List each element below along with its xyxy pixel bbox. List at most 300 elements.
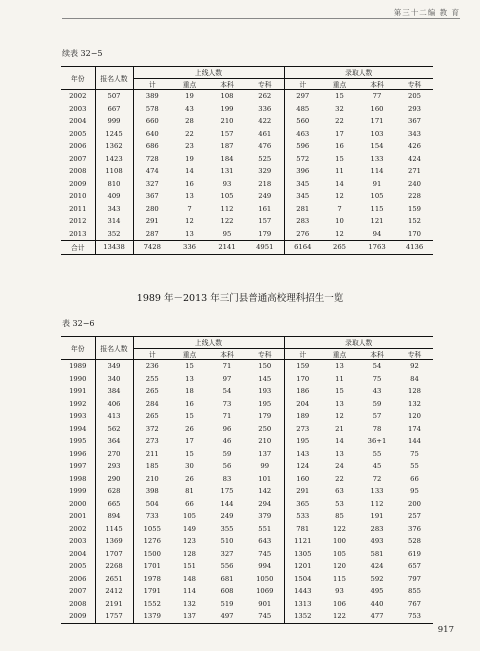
table-cell: 406	[95, 398, 133, 411]
table-cell: 1791	[133, 585, 171, 598]
table-cell: 144	[408, 437, 421, 446]
table-cell: 143	[284, 448, 321, 461]
table-cell: 54	[222, 387, 232, 396]
table-cell: 150	[258, 362, 272, 371]
table-cell: 26	[185, 424, 194, 433]
table-cell: 461	[258, 129, 272, 138]
table-cell: 1121	[284, 535, 321, 548]
table-cell: 23	[185, 142, 194, 151]
table-row	[61, 473, 433, 486]
table-cell: 72	[372, 474, 382, 483]
table-cell: 2010	[69, 192, 87, 201]
table-cell: 519	[220, 599, 234, 608]
table-cell: 10	[335, 217, 344, 226]
table-cell: 810	[95, 178, 133, 191]
table-cell: 1352	[284, 610, 321, 623]
table-cell: 15	[185, 412, 194, 421]
table-cell: 189	[284, 410, 321, 423]
table-cell: 1757	[95, 610, 133, 623]
col-admitted-key: 重点	[171, 348, 208, 360]
table-cell: 133	[370, 154, 384, 163]
table-cell: 643	[258, 537, 272, 546]
table-cell: 745	[258, 549, 272, 558]
table-cell: 686	[133, 140, 171, 153]
table-cell: 55	[410, 462, 419, 471]
table-row	[61, 115, 433, 128]
table-cell: 1423	[95, 153, 133, 166]
table-cell: 2002	[69, 92, 87, 101]
table-row	[61, 460, 433, 473]
table-cell: 1993	[69, 412, 87, 421]
table-cell: 901	[258, 599, 272, 608]
table-cell: 1069	[256, 587, 274, 596]
table-cell: 137	[171, 610, 208, 623]
table-cell: 114	[370, 167, 384, 176]
table-cell: 179	[258, 229, 272, 238]
table2-title: 1989 年－2013 年三门县普通高校理科招生一览	[136, 293, 344, 304]
table-cell: 422	[258, 117, 272, 126]
col-admitted-total: 计	[133, 78, 171, 90]
table-cell: 257	[408, 512, 421, 521]
table-cell: 660	[133, 115, 171, 128]
table-cell: 121	[370, 217, 384, 226]
table-cell: 2004	[69, 549, 87, 558]
table-cell: 101	[258, 474, 272, 483]
table-cell: 2000	[69, 499, 87, 508]
table-row	[61, 448, 433, 461]
table-cell: 271	[408, 167, 421, 176]
table-cell: 283	[284, 215, 321, 228]
table-cell: 291	[133, 215, 171, 228]
table-cell: 340	[95, 373, 133, 386]
table-cell: 1276	[133, 535, 171, 548]
table-cell: 95	[222, 229, 232, 238]
table-cell: 327	[220, 549, 234, 558]
table-cell: 19	[185, 154, 194, 163]
table-cell: 2006	[69, 142, 87, 151]
col-enrolled-bachelor: 本科	[358, 348, 396, 360]
table-cell: 57	[372, 412, 382, 421]
table-cell: 1992	[69, 399, 87, 408]
col-enrolled-total: 计	[284, 78, 321, 90]
table-cell: 174	[408, 424, 421, 433]
table-cell: 148	[183, 574, 196, 583]
table-cell: 17	[335, 129, 344, 138]
table-cell: 53	[335, 499, 344, 508]
table-cell: 556	[220, 562, 234, 571]
table-cell: 13	[335, 449, 344, 458]
table-cell: 365	[284, 498, 321, 511]
table-cell: 94	[372, 229, 382, 238]
table-row	[61, 498, 433, 511]
table-cell: 1050	[256, 574, 274, 583]
table-cell: 1995	[69, 437, 87, 446]
table-cell: 276	[284, 228, 321, 241]
table-cell: 152	[408, 217, 421, 226]
table-cell: 398	[133, 485, 171, 498]
table-cell: 145	[258, 374, 272, 383]
table-cell: 195	[258, 399, 272, 408]
table-cell: 193	[258, 387, 272, 396]
table-cell: 510	[220, 537, 234, 546]
table-cell: 336	[258, 104, 272, 113]
table-cell: 349	[95, 360, 133, 373]
table-cell: 12	[335, 229, 344, 238]
table-cell: 1313	[284, 598, 321, 611]
table-row	[61, 585, 433, 598]
table-cell: 389	[133, 90, 171, 103]
table-cell: 562	[95, 423, 133, 436]
table-cell: 112	[370, 499, 384, 508]
table-cell: 596	[284, 140, 321, 153]
table-cell: 78	[372, 424, 382, 433]
table-cell: 1999	[69, 487, 87, 496]
table-cell: 13	[185, 374, 194, 383]
header-rule	[62, 18, 460, 19]
table-cell: 32	[335, 104, 344, 113]
table-cell: 157	[220, 129, 234, 138]
table-cell: 440	[370, 599, 384, 608]
table-cell: 1707	[95, 548, 133, 561]
table-cell: 413	[95, 410, 133, 423]
table-cell: 236	[133, 360, 171, 373]
table-cell: 560	[284, 115, 321, 128]
table-cell: 210	[220, 117, 234, 126]
table-cell: 1552	[133, 598, 171, 611]
table-cell: 12	[335, 192, 344, 201]
table-cell: 30	[185, 462, 194, 471]
table-cell: 12	[335, 412, 344, 421]
table-cell: 142	[258, 487, 272, 496]
col-group-enrolled: 录取人数	[284, 67, 433, 79]
table-cell: 1379	[133, 610, 171, 623]
table-cell: 681	[220, 574, 234, 583]
table-cell: 1245	[95, 128, 133, 141]
table-cell: 2006	[69, 574, 87, 583]
table-row	[61, 360, 433, 373]
table-cell: 283	[370, 524, 384, 533]
col-group-admitted: 上线人数	[133, 337, 284, 349]
table-cell: 137	[258, 449, 272, 458]
table-cell: 2191	[95, 598, 133, 611]
table-cell: 159	[408, 204, 421, 213]
table-cell: 24	[335, 462, 344, 471]
table-row	[61, 598, 433, 611]
table-cell: 294	[258, 499, 272, 508]
table-cell: 210	[133, 473, 171, 486]
table-cell: 128	[408, 387, 421, 396]
table-cell: 1763	[358, 241, 396, 255]
table2-caption: 表 32−6	[62, 319, 95, 328]
table-cell: 120	[333, 562, 346, 571]
table-cell: 131	[220, 167, 234, 176]
table-cell: 525	[258, 154, 272, 163]
col-admitted-bachelor: 本科	[208, 78, 246, 90]
table-cell: 175	[220, 487, 234, 496]
table-row	[61, 548, 433, 561]
col-group-enrolled: 录取人数	[284, 337, 433, 349]
table-cell: 13	[335, 362, 344, 371]
table-cell: 2412	[95, 585, 133, 598]
table-cell: 93	[335, 587, 344, 596]
table-cell: 14	[335, 179, 344, 188]
col-applicants: 报名人数	[95, 67, 133, 90]
table-cell: 128	[183, 549, 196, 558]
table-cell: 85	[335, 512, 344, 521]
table-row	[61, 165, 433, 178]
table-cell: 170	[284, 373, 321, 386]
table-cell: 424	[370, 562, 384, 571]
table-row	[61, 523, 433, 536]
table-cell: 1500	[133, 548, 171, 561]
table-cell: 16	[185, 399, 194, 408]
table-cell: 63	[335, 487, 344, 496]
table-cell: 657	[408, 562, 421, 571]
table-cell: 115	[370, 204, 384, 213]
table-cell: 1504	[284, 573, 321, 586]
table-cell: 999	[95, 115, 133, 128]
table-cell: 1369	[95, 535, 133, 548]
table-cell: 73	[222, 399, 232, 408]
science-admission-table	[61, 336, 433, 624]
table-cell: 507	[95, 90, 133, 103]
table-cell: 161	[258, 204, 272, 213]
table-cell: 103	[370, 129, 384, 138]
col-admitted-junior: 专科	[246, 78, 284, 90]
table-cell: 12	[185, 217, 194, 226]
table-cell: 293	[408, 104, 421, 113]
table-cell: 2003	[69, 537, 87, 546]
table-cell: 43	[185, 104, 194, 113]
table-cell: 71	[222, 362, 232, 371]
table-cell: 665	[95, 498, 133, 511]
table-cell: 18	[185, 387, 194, 396]
table-cell: 15	[335, 154, 344, 163]
table-cell: 733	[133, 510, 171, 523]
table-cell: 54	[372, 362, 382, 371]
table-cell: 855	[408, 587, 421, 596]
table-row	[61, 573, 433, 586]
table-row	[61, 423, 433, 436]
table-cell: 336	[171, 241, 208, 255]
table-cell: 124	[284, 460, 321, 473]
table-row	[61, 435, 433, 448]
table-cell: 4951	[246, 241, 284, 255]
table-cell: 105	[333, 549, 346, 558]
table-cell: 2008	[69, 599, 87, 608]
table-cell: 1978	[133, 573, 171, 586]
table-cell: 619	[408, 549, 421, 558]
table-cell: 195	[284, 435, 321, 448]
table-row	[61, 510, 433, 523]
table-cell: 280	[133, 203, 171, 216]
table-cell: 22	[335, 117, 344, 126]
table-cell: 578	[133, 103, 171, 116]
table-cell: 476	[258, 142, 272, 151]
table-cell: 2009	[61, 610, 95, 623]
table-cell: 343	[95, 203, 133, 216]
table-cell: 92	[410, 362, 419, 371]
table-cell: 28	[185, 117, 194, 126]
table-cell: 753	[396, 610, 433, 623]
table-cell: 13	[185, 192, 194, 201]
table-cell: 265	[133, 410, 171, 423]
table-cell: 154	[370, 142, 384, 151]
table-cell: 4136	[396, 241, 433, 255]
col-admitted-junior: 专科	[246, 348, 284, 360]
running-header: 第三十二编 教 育	[393, 8, 460, 17]
admission-table-continued	[61, 66, 433, 255]
table-row	[61, 190, 433, 203]
table-cell: 1996	[69, 449, 87, 458]
table-cell: 2141	[208, 241, 246, 255]
table-cell: 1991	[69, 387, 87, 396]
table-cell: 105	[220, 192, 234, 201]
table-row	[61, 90, 433, 103]
table-cell: 894	[95, 510, 133, 523]
table-cell: 199	[220, 104, 234, 113]
table-cell: 608	[220, 587, 234, 596]
table-cell: 91	[372, 179, 382, 188]
table-cell: 43	[372, 387, 382, 396]
table-cell: 13	[335, 399, 344, 408]
table-cell: 424	[408, 154, 421, 163]
table-cell: 106	[333, 599, 346, 608]
table1-caption: 续表 32−5	[62, 49, 103, 58]
table-row	[61, 103, 433, 116]
table-row	[61, 485, 433, 498]
table-cell: 6164	[284, 241, 321, 255]
table-cell: 367	[133, 190, 171, 203]
table-cell: 160	[284, 473, 321, 486]
table-cell: 71	[222, 412, 232, 421]
table-cell: 290	[95, 473, 133, 486]
table-cell: 345	[284, 178, 321, 191]
table-cell: 2003	[69, 104, 87, 113]
table-cell: 179	[258, 412, 272, 421]
table-cell: 284	[133, 398, 171, 411]
table-cell: 17	[185, 437, 194, 446]
table-cell: 2004	[69, 117, 87, 126]
table-cell: 281	[284, 203, 321, 216]
table-cell: 528	[408, 537, 421, 546]
table-cell: 7428	[133, 241, 171, 255]
col-enrolled-key: 重点	[321, 78, 358, 90]
table-cell: 22	[185, 129, 194, 138]
table-cell: 22	[335, 474, 344, 483]
total-row	[61, 241, 433, 255]
table-cell: 1701	[133, 560, 171, 573]
table-cell: 59	[372, 399, 382, 408]
table-cell: 327	[133, 178, 171, 191]
table-cell: 77	[372, 92, 382, 101]
table-cell: 287	[133, 228, 171, 241]
table-cell: 2012	[69, 217, 87, 226]
table-cell: 171	[370, 117, 384, 126]
table-cell: 474	[133, 165, 171, 178]
table-cell: 352	[95, 228, 133, 241]
table-row	[61, 153, 433, 166]
table-cell: 93	[222, 179, 232, 188]
table-cell: 151	[183, 562, 196, 571]
table-cell: 204	[284, 398, 321, 411]
table-cell: 2268	[95, 560, 133, 573]
table-cell: 667	[95, 103, 133, 116]
table-cell: 160	[370, 104, 384, 113]
table-cell: 122	[321, 610, 358, 623]
table-cell: 485	[284, 103, 321, 116]
table-cell: 265	[321, 241, 358, 255]
table-row	[61, 398, 433, 411]
table-cell: 273	[284, 423, 321, 436]
table-cell: 84	[410, 374, 419, 383]
table-cell: 314	[95, 215, 133, 228]
table-cell: 628	[95, 485, 133, 498]
table-cell: 1998	[69, 474, 87, 483]
col-admitted-bachelor: 本科	[208, 348, 246, 360]
table-cell: 2001	[69, 512, 87, 521]
table-cell: 640	[133, 128, 171, 141]
table-cell: 1108	[95, 165, 133, 178]
table-cell: 767	[408, 599, 421, 608]
table-cell: 200	[408, 499, 421, 508]
table-cell: 262	[258, 92, 272, 101]
table-cell: 728	[133, 153, 171, 166]
col-year: 年份	[61, 67, 95, 90]
table-cell: 345	[284, 190, 321, 203]
table-cell: 293	[95, 460, 133, 473]
table-cell: 15	[335, 387, 344, 396]
table-cell: 218	[258, 179, 272, 188]
table-cell: 329	[258, 167, 272, 176]
table-cell: 372	[133, 423, 171, 436]
table-cell: 21	[335, 424, 344, 433]
table-cell: 581	[370, 549, 384, 558]
table-cell: 533	[284, 510, 321, 523]
table-cell: 11	[335, 167, 344, 176]
table-cell: 355	[220, 524, 234, 533]
table-cell: 15	[185, 449, 194, 458]
table-cell: 122	[333, 524, 346, 533]
table-cell: 205	[408, 92, 421, 101]
table-cell: 273	[133, 435, 171, 448]
table-cell: 115	[333, 574, 346, 583]
table-cell: 2007	[69, 154, 87, 163]
table-cell: 99	[260, 462, 270, 471]
table-row	[61, 215, 433, 228]
table-cell: 504	[133, 498, 171, 511]
table-cell: 15	[335, 92, 344, 101]
table-cell: 186	[284, 385, 321, 398]
table-cell: 994	[258, 562, 272, 571]
table-row	[61, 128, 433, 141]
table-cell: 592	[370, 574, 384, 583]
table-cell: 384	[95, 385, 133, 398]
table-cell: 745	[246, 610, 284, 623]
table-cell: 495	[370, 587, 384, 596]
table-cell: 75	[372, 374, 382, 383]
table-cell: 191	[370, 512, 384, 521]
col-enrolled-key: 重点	[321, 348, 358, 360]
table-cell: 409	[95, 190, 133, 203]
table-cell: 2008	[69, 167, 87, 176]
table-cell: 211	[133, 448, 171, 461]
table-cell: 46	[222, 437, 232, 446]
table-cell: 240	[408, 179, 421, 188]
table-cell: 157	[258, 217, 272, 226]
table-cell: 108	[220, 92, 234, 101]
table-cell: 81	[185, 487, 194, 496]
